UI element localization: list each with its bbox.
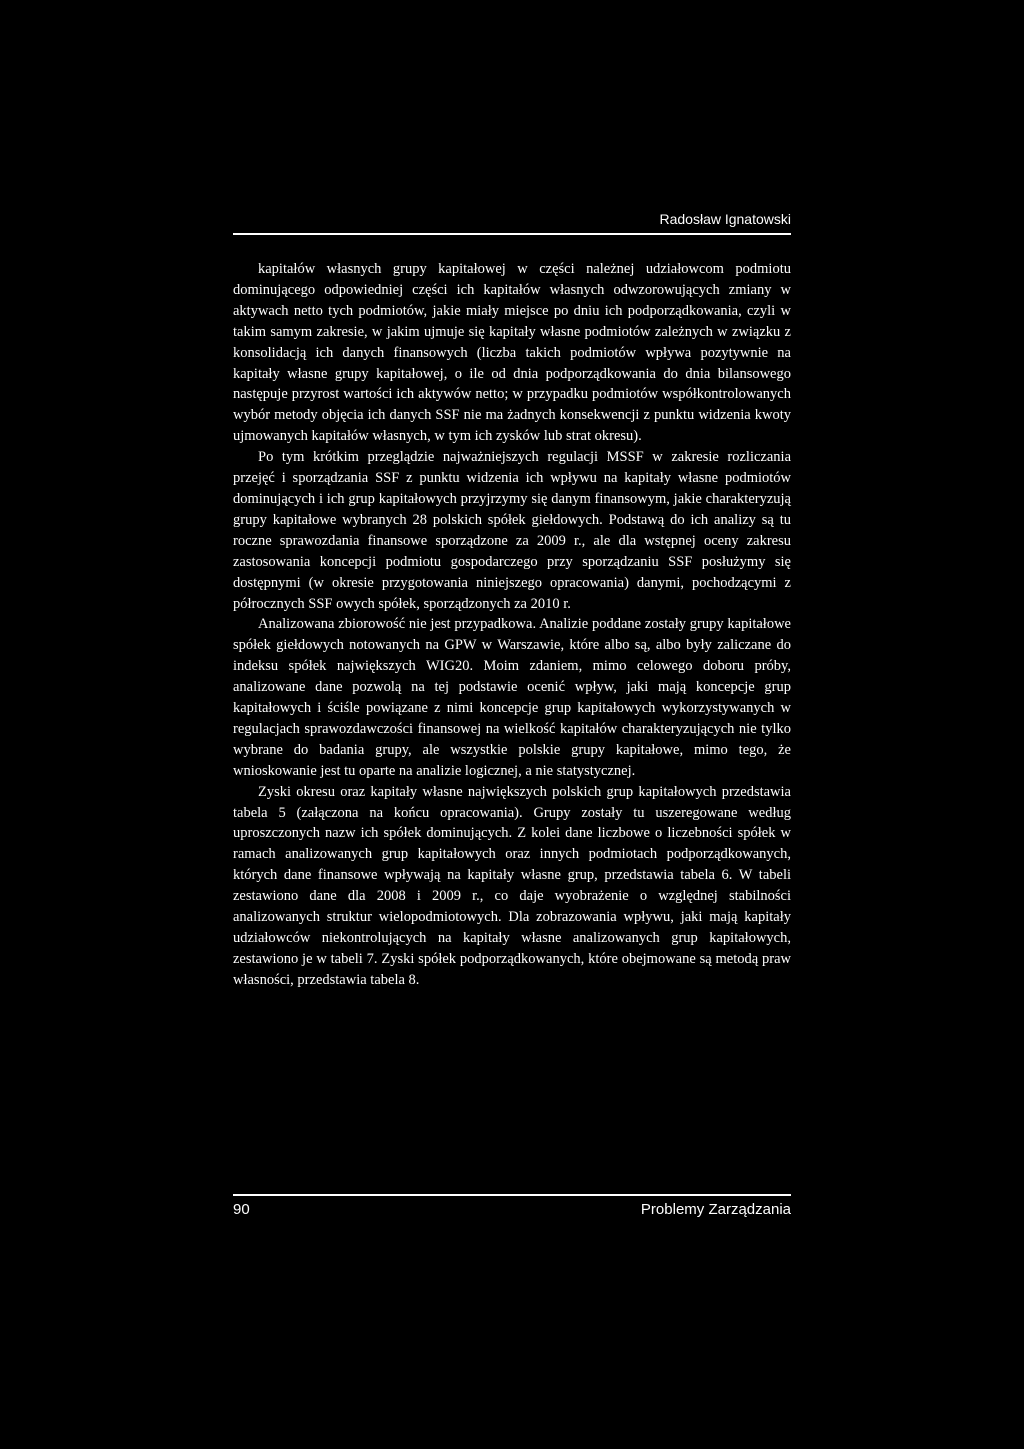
page-number: 90 xyxy=(233,1201,250,1218)
body-text xyxy=(233,259,791,991)
page-footer xyxy=(233,1198,791,1222)
journal-name: Problemy Zarządzania xyxy=(640,1201,791,1218)
header-rule xyxy=(233,233,791,235)
footer-rule xyxy=(233,1194,791,1196)
paragraph-1: kapitałów własnych grupy kapitałowej w części należnej udziałowcom podmiotu dominującego odpowiedniej części ich kapitałów własnych odwzorowujących zmiany w aktywach netto tych podmiotów, jakie miały miejsce po dniu ich podporządkowania, czyli w takim samym zakresie, w jakim ujmuje się kapitały własne podmiotów zależnych w związku z konsolidacją ich danych finansowych (liczba takich podmiotów wpływa pozytywnie na kapitały własne grupy kapitałowej, o ile od dnia podporządkowania do dnia bilansowego następuje przyrost wartości ich aktywów netto; w przypadku podmiotów współkontrolowanych wybór metody objęcia ich danych SSF nie ma żadnych konsekwencji z punktu widzenia kwoty ujmowanych kapitałów własnych, w tym ich zysków lub strat okresu). xyxy=(233,261,791,445)
paragraph-3: Analizowana zbiorowość nie jest przypadkowa. Analizie poddane zostały grupy kapitałowe spółek giełdowych notowanych na GPW w Warszawie, które albo są, albo były zaliczane do indeksu spółek największych WIG20. Moim zdaniem, mimo celowego doboru próby, analizowane dane pozwolą na tej podstawie ocenić wpływ, jaki mają koncepcje grup kapitałowych i ściśle powiązane z nimi koncepcje grup kapitałowych wykorzystywanych w regulacjach sprawozdawczości finansowej na wielkość kapitałów charakteryzujących nie tylko wybrane do badania grupy, ale wszystkie polskie grupy kapitałowe, mimo tego, że wnioskowanie jest tu oparte na analizie logicznej, a nie statystycznej. xyxy=(233,616,791,779)
paragraph-4: Zyski okresu oraz kapitały własne największych polskich grup kapitałowych przedstawia tabela 5 (załączona na końcu opracowania). Grupy zostały tu uszeregowane według uproszczonych nazw ich spółek dominujących. Z kolei dane liczbowe o liczebności spółek w ramach analizowanych grup kapitałowych oraz innych podmiotach podporządkowanych, których dane finansowe wpływają na kapitały własne grup, przedstawia tabela 6. W tabeli zestawiono dane dla 2008 i 2009 r., co daje wyobrażenie o względnej stabilności analizowanych struktur wielopodmiotowych. Dla zobrazowania wpływu, jaki mają kapitały udziałowców niekontrolujących na kapitały własne analizowanych grup kapitałowych, zestawiono je w tabeli 7. Zyski spółek podporządkowanych, które obejmowane są metodą praw własności, przedstawia tabela 8. xyxy=(233,783,791,988)
document-page xyxy=(233,208,791,1228)
running-head-author: Radosław Ignatowski xyxy=(659,211,791,227)
paragraph-2: Po tym krótkim przeglądzie najważniejszych regulacji MSSF w zakresie rozliczania przejęć i sporządzania SSF z punktu widzenia ich wpływu na kapitały własne podmiotów dominujących i ich grup kapitałowych przyjrzymy się danym finansowym, jakie charakteryzują grupy kapitałowe wybranych 28 polskich spółek giełdowych. Podstawą do ich analizy są tu roczne sprawozdania finansowe sporządzone za 2009 r., ale dla wstępnej oceny zakresu zastosowania koncepcji podmiotu gospodarczego przy sporządzaniu SSF posłużymy się dostępnymi (w okresie przygotowania niniejszego opracowania) danymi, pochodzącymi z półrocznych SSF owych spółek, sporządzonych za 2010 r. xyxy=(233,449,791,612)
